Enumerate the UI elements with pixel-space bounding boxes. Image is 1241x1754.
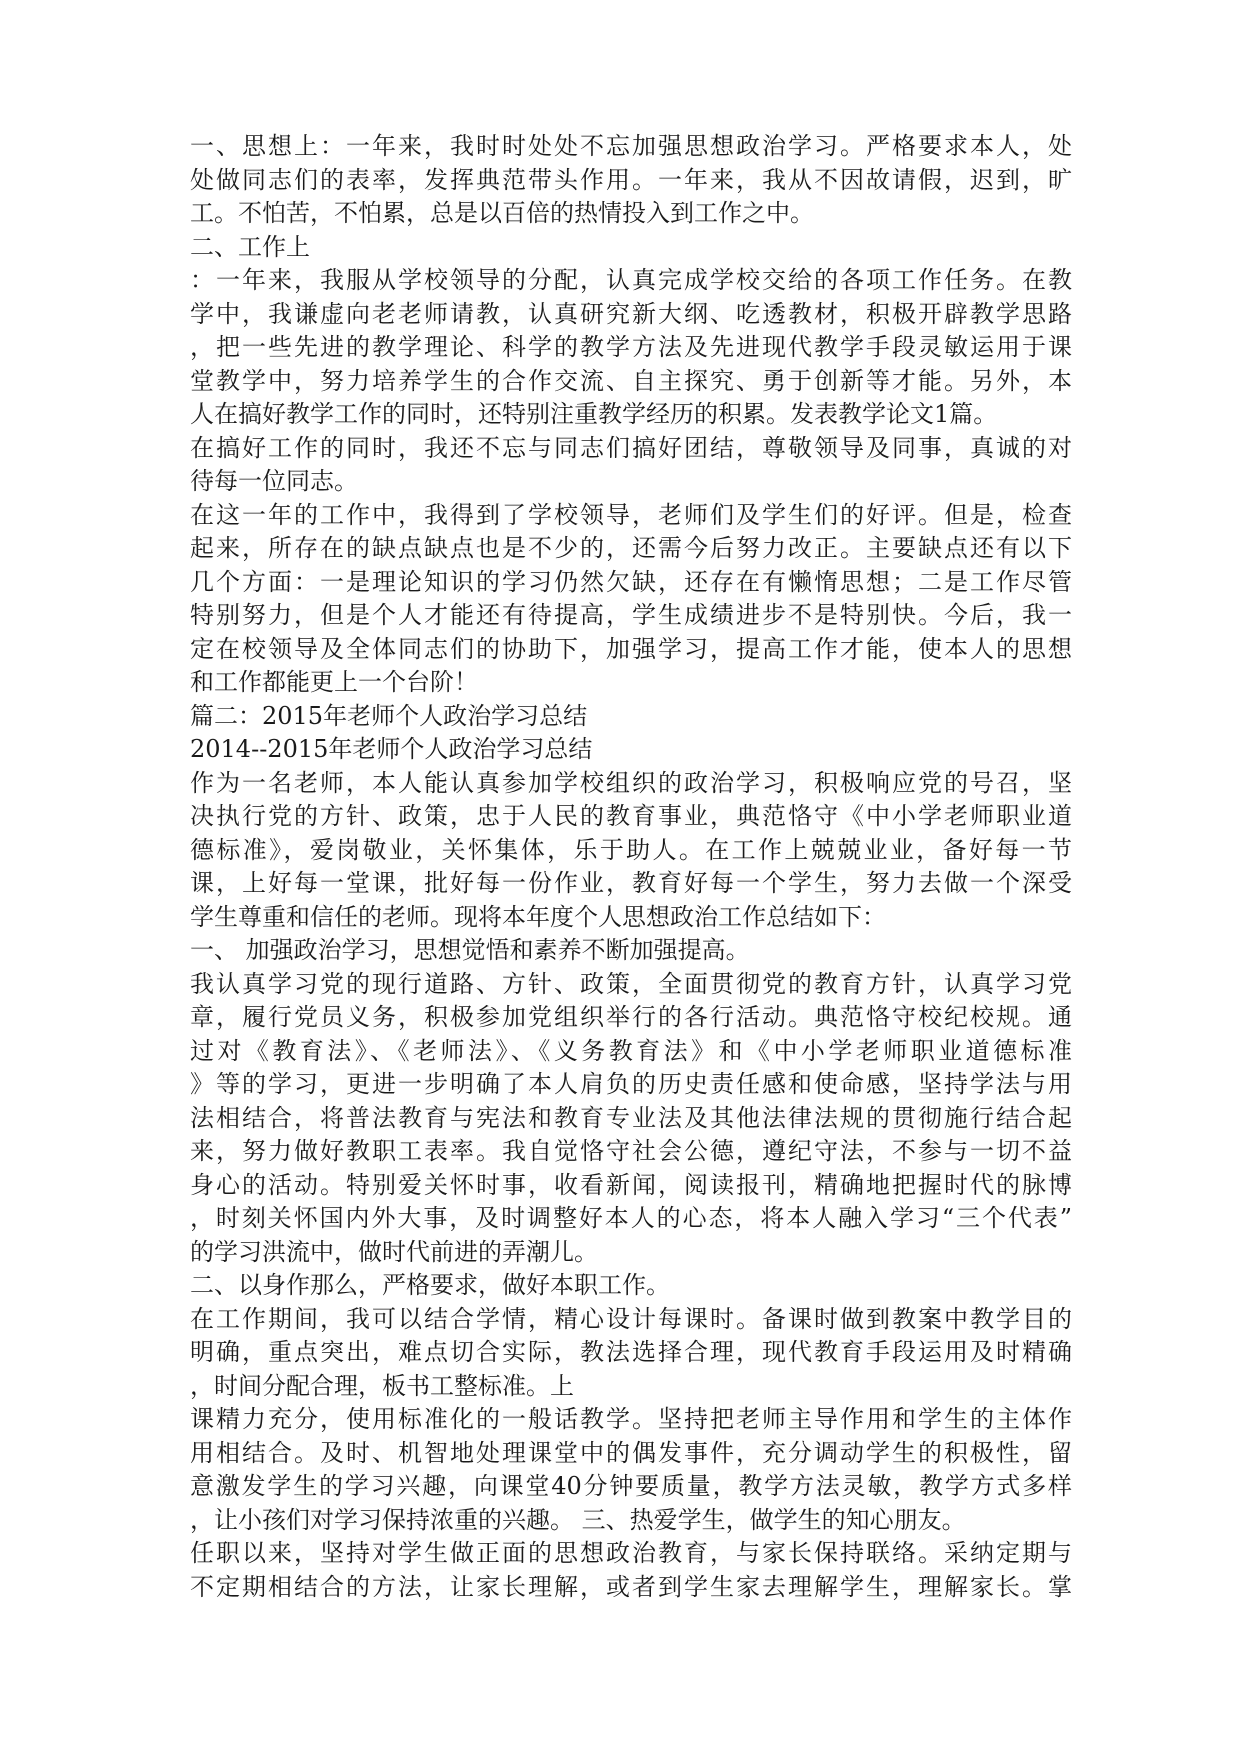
- text-line: 人在搞好教学工作的同时，还特别注重教学经历的积累。发表教学论文1篇。: [190, 400, 998, 428]
- text-line: 和工作都能更上一个台阶！: [190, 668, 478, 696]
- text-line: 二、以身作那么，严格要求，做好本职工作。: [190, 1271, 670, 1299]
- text-line: 来，努力做好教职工表率。我自觉恪守社会公德，遵纪守法，不参与一切不益: [190, 1137, 1072, 1165]
- text-line: 特别努力，但是个人才能还有待提高，学生成绩进步不是特别快。今后，我一: [190, 601, 1072, 629]
- text-line: 学生尊重和信任的老师。现将本年度个人思想政治工作总结如下：: [190, 902, 886, 931]
- text-line: 工。不怕苦，不怕累，总是以百倍的热情投入到工作之中。: [190, 199, 814, 227]
- text-line: 决执行党的方针、政策，忠于人民的教育事业，典范恪守《中小学老师职业道: [190, 802, 1072, 830]
- text-line: 一、思想上：一年来，我时时处处不忘加强思想政治学习。严格要求本人，处: [190, 132, 1072, 160]
- text-line: 意激发学生的学习兴趣，向课堂40分钟要质量，教学方法灵敏，教学方式多样: [190, 1472, 1072, 1500]
- text-line: ，把一些先进的教学理论、科学的教学方法及先进现代教学手段灵敏运用于课: [190, 333, 1072, 361]
- text-line: 定在校领导及全体同志们的协助下，加强学习，提高工作才能，使本人的思想: [190, 634, 1072, 663]
- text-line: 课精力充分，使用标准化的一般话教学。坚持把老师主导作用和学生的主体作: [190, 1405, 1072, 1433]
- text-line: 课，上好每一堂课，批好每一份作业，教育好每一个学生，努力去做一个深受: [190, 869, 1072, 897]
- text-line: 的学习洪流中，做时代前进的弄潮儿。: [190, 1237, 598, 1266]
- text-line: 作为一名老师，本人能认真参加学校组织的政治学习，积极响应党的号召，坚: [190, 768, 1072, 797]
- text-line: ：一年来，我服从学校领导的分配，认真完成学校交给的各项工作任务。在教: [190, 266, 1072, 294]
- text-line: 用相结合。及时、机智地处理课堂中的偶发事件，充分调动学生的积极性，留: [190, 1438, 1072, 1467]
- text-line: 身心的活动。特别爱关怀时事，收看新闻，阅读报刊，精确地把握时代的脉博: [190, 1170, 1072, 1199]
- text-line: 法相结合，将普法教育与宪法和教育专业法及其他法律法规的贯彻施行结合起: [190, 1103, 1072, 1132]
- text-line: 处做同志们的表率，发挥典范带头作用。一年来，我从不因故请假，迟到，旷: [190, 165, 1072, 194]
- text-line: 不定期相结合的方法，让家长理解，或者到学生家去理解学生，理解家长。掌: [190, 1572, 1072, 1601]
- text-line: 章，履行党员义务，积极参加党组织举行的各行活动。典范恪守校纪校规。通: [190, 1003, 1072, 1031]
- text-line: 德标准》，爱岗敬业，关怀集体，乐于助人。在工作上兢兢业业，备好每一节: [190, 835, 1072, 864]
- text-line: 学中，我谦虚向老老师请教，认真研究新大纲、吃透教材，积极开辟教学思路: [190, 299, 1072, 328]
- text-line: 过对《教育法》、《老师法》、《义务教育法》和《中小学老师职业道德标准: [190, 1036, 1072, 1065]
- text-line: 二、工作上: [190, 232, 310, 261]
- text-line: 在工作期间，我可以结合学情，精心设计每课时。备课时做到教案中教学目的: [190, 1304, 1072, 1333]
- text-line: ，让小孩们对学习保持浓重的兴趣。 三、热爱学生，做学生的知心朋友。: [190, 1505, 966, 1534]
- text-line: 明确，重点突出，难点切合实际，教法选择合理，现代教育手段运用及时精确: [190, 1338, 1072, 1366]
- text-line: 起来，所存在的缺点缺点也是不少的，还需今后努力改正。主要缺点还有以下: [190, 534, 1072, 562]
- text-line: 几个方面：一是理论知识的学习仍然欠缺，还存在有懒惰思想；二是工作尽管: [190, 567, 1072, 596]
- text-line: ，时间分配合理，板书工整标准。上: [190, 1371, 574, 1400]
- text-line: 一、 加强政治学习，思想觉悟和素养不断加强提高。: [190, 936, 750, 964]
- text-line: 任职以来，坚持对学生做正面的思想政治教育，与家长保持联络。采纳定期与: [190, 1539, 1072, 1567]
- document-body: [190, 130, 1072, 1604]
- text-line: 我认真学习党的现行道路、方针、政策，全面贯彻党的教育方针，认真学习党: [190, 969, 1072, 998]
- text-line: 篇二：2015年老师个人政治学习总结: [190, 701, 588, 730]
- text-line: 待每一位同志。: [190, 467, 358, 495]
- text-line: 在这一年的工作中，我得到了学校领导，老师们及学生们的好评。但是，检查: [190, 500, 1072, 529]
- text-line: 》等的学习，更进一步明确了本人肩负的历史责任感和使命感，坚持学法与用: [190, 1070, 1072, 1098]
- text-line: 堂教学中，努力培养学生的合作交流、自主探究、勇于创新等才能。另外，本: [190, 366, 1072, 395]
- text-line: 2014--2015年老师个人政治学习总结: [190, 735, 593, 763]
- text-line: ，时刻关怀国内外大事，及时调整好本人的心态，将本人融入学习“三个代表”: [190, 1204, 1072, 1232]
- text-line: 在搞好工作的同时，我还不忘与同志们搞好团结，尊敬领导及同事，真诚的对: [190, 433, 1072, 462]
